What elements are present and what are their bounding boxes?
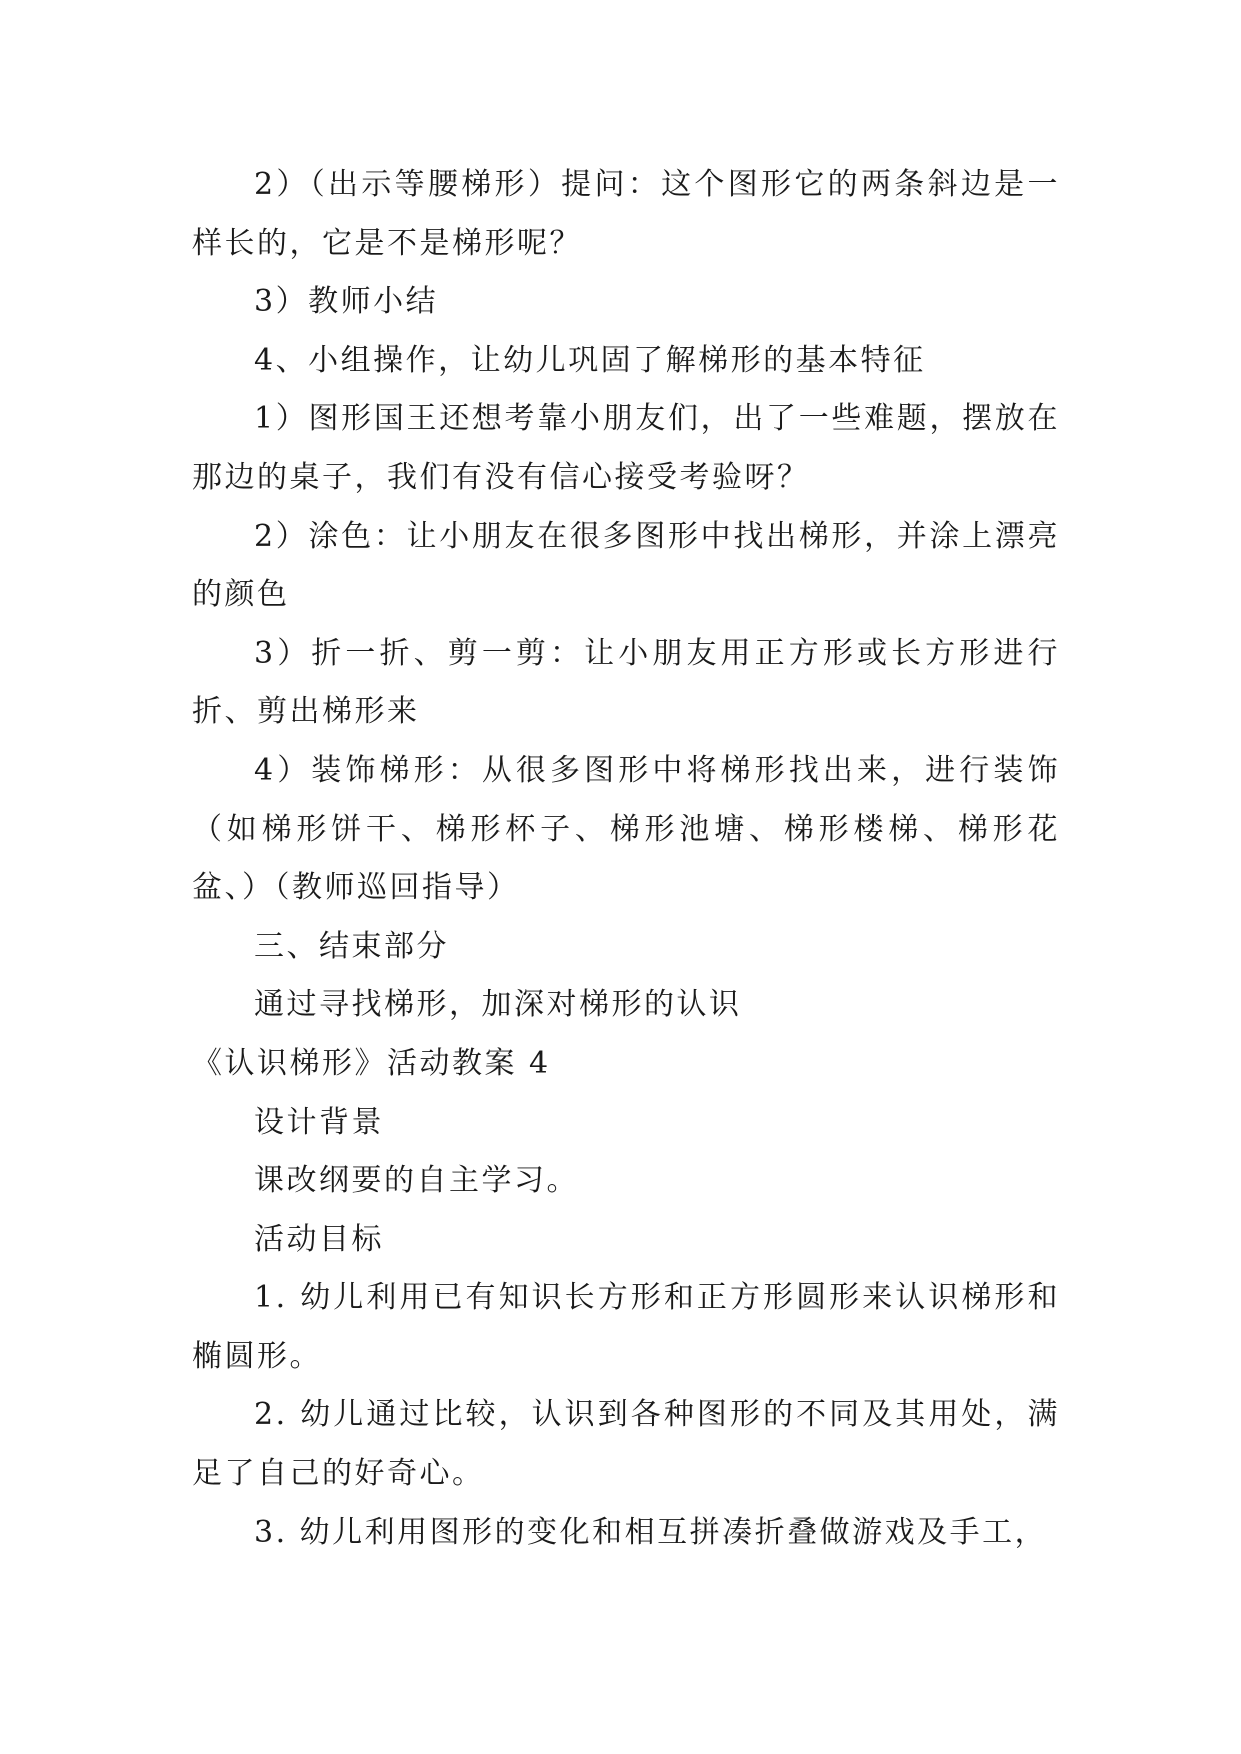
paragraph-background-text: 课改纲要的自主学习。 bbox=[254, 1163, 579, 1199]
paragraph-coloring: 2）涂色：让小朋友在很多图形中找出梯形，并涂上漂亮的颜色 bbox=[192, 518, 1060, 613]
paragraph-puzzle-challenge: 1）图形国王还想考靠小朋友们，出了一些难题，摆放在那边的桌子，我们有没有信心接受考验呀？ bbox=[192, 401, 1060, 495]
paragraph-decorate: 4）装饰梯形：从很多图形中将梯形找出来，进行装饰（如梯形饼干、梯形杯子、梯形池塘、梯形楼梯、梯形花盆、）（教师巡回指导） bbox=[192, 752, 1060, 906]
paragraph-ending-text: 通过寻找梯形，加深对梯形的认识 bbox=[254, 987, 742, 1023]
section-heading-ending: 三、结束部分 bbox=[254, 928, 449, 964]
section-heading-goals: 活动目标 bbox=[254, 1221, 384, 1257]
document-body bbox=[192, 156, 1060, 1562]
paragraph-teacher-summary: 3）教师小结 bbox=[254, 284, 439, 320]
goal-item-1: 1. 幼儿利用已有知识长方形和正方形圆形来认识梯形和椭圆形。 bbox=[192, 1280, 1060, 1374]
paragraph-group-operation: 4、小组操作，让幼儿巩固了解梯形的基本特征 bbox=[254, 342, 926, 378]
lesson-plan-title: 《认识梯形》活动教案 4 bbox=[192, 1045, 551, 1081]
goal-item-2: 2. 幼儿通过比较，认识到各种图形的不同及其用处，满足了自己的好奇心。 bbox=[192, 1397, 1060, 1492]
section-heading-background: 设计背景 bbox=[254, 1104, 384, 1140]
goal-item-3: 3. 幼儿利用图形的变化和相互拼凑折叠做游戏及手工， bbox=[254, 1514, 1048, 1550]
paragraph-fold-cut: 3）折一折、剪一剪：让小朋友用正方形或长方形进行折、剪出梯形来 bbox=[192, 635, 1060, 730]
paragraph-isosceles-question: 2）（出示等腰梯形）提问：这个图形它的两条斜边是一样长的，它是不是梯形呢？ bbox=[192, 167, 1060, 261]
